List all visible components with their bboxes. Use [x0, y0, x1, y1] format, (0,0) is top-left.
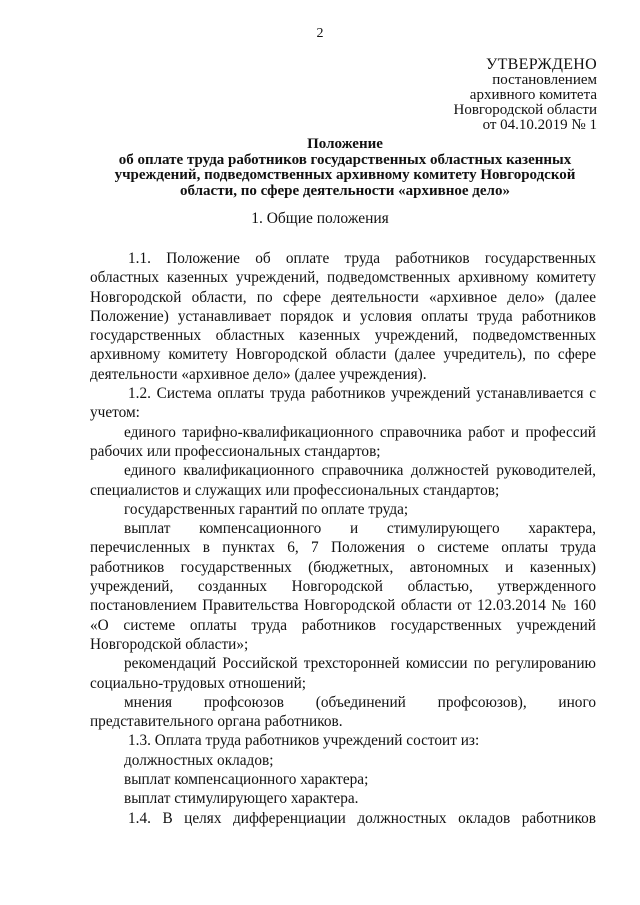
approval-stamp: [454, 56, 598, 133]
approval-line-3: Новгородской области: [453, 102, 597, 118]
section-heading: 1. Общие положения: [251, 210, 389, 227]
approval-title: УТВЕРЖДЕНО: [485, 56, 597, 73]
approval-line-2: архивного комитета: [469, 87, 597, 103]
title-line-4: области, по сфере деятельности «архивное дело»: [180, 182, 510, 199]
document-title: [90, 137, 600, 199]
approval-line-1: постановлением: [492, 72, 597, 88]
approval-line-4: от 04.10.2019 № 1: [482, 117, 597, 133]
list-item: рекомендаций Российской трехсторонней комиссии по регулированию социально-трудовых отношений;: [90, 655, 596, 692]
title-line-2: об оплате труда работников государственных областных казенных: [118, 151, 572, 168]
list-item: единого тарифно-квалификационного справочника работ и профессий рабочих или профессиональных стандартов;: [90, 423, 596, 460]
list-item: выплат компенсационного характера;: [124, 771, 369, 789]
list-item: мнения профсоюзов (объединений профсоюзов), иного представительного органа работников.: [90, 693, 596, 731]
paragraph-1-1: 1.1. Положение об оплате труда работников государственных областных казенных учреждений, подведомственных архивному комитету Новгородской области, по сфере деятельности «архивное дело» (далее Положение) устанавливает порядок и условия оплаты труда работников государственных областных казенных учреждений, подведомственных архивному комитету Новгородской области (далее учредитель), по сфере деятельности «архивное дело» (далее учреждения).: [90, 250, 596, 383]
list-item: выплат стимулирующего характера.: [124, 790, 359, 808]
paragraph-1-3: 1.3. Оплата труда работников учреждений состоит из:: [128, 732, 480, 750]
list-item: выплат компенсационного и стимулирующего характера, перечисленных в пунктах 6, 7 Положения о системе оплаты труда работников государственных (бюджетных, автономных и казенных) учреждений, созданных Новгородской областью, утвержденного постановлением Правительства Новгородской области от 12.03.2014 № 160 «О системе оплаты труда работников государственных учреждений Новгородской области»;: [90, 520, 596, 653]
paragraph-1-4: 1.4. В целях дифференциации должностных окладов работников: [128, 809, 596, 827]
title-line-1: Положение: [307, 136, 383, 152]
title-line-3: учреждений, подведомственных архивному комитету Новгородской: [114, 167, 576, 183]
paragraph-1-2: 1.2. Система оплаты труда работников учреждений устанавливается с учетом:: [90, 385, 596, 422]
page-number: 2: [316, 26, 324, 41]
list-item: государственных гарантий по оплате труда;: [124, 500, 409, 518]
list-item: единого квалификационного справочника должностей руководителей, специалистов и служащих или профессиональных стандартов;: [90, 462, 596, 499]
list-item: должностных окладов;: [124, 751, 274, 769]
document-body: [90, 249, 596, 828]
